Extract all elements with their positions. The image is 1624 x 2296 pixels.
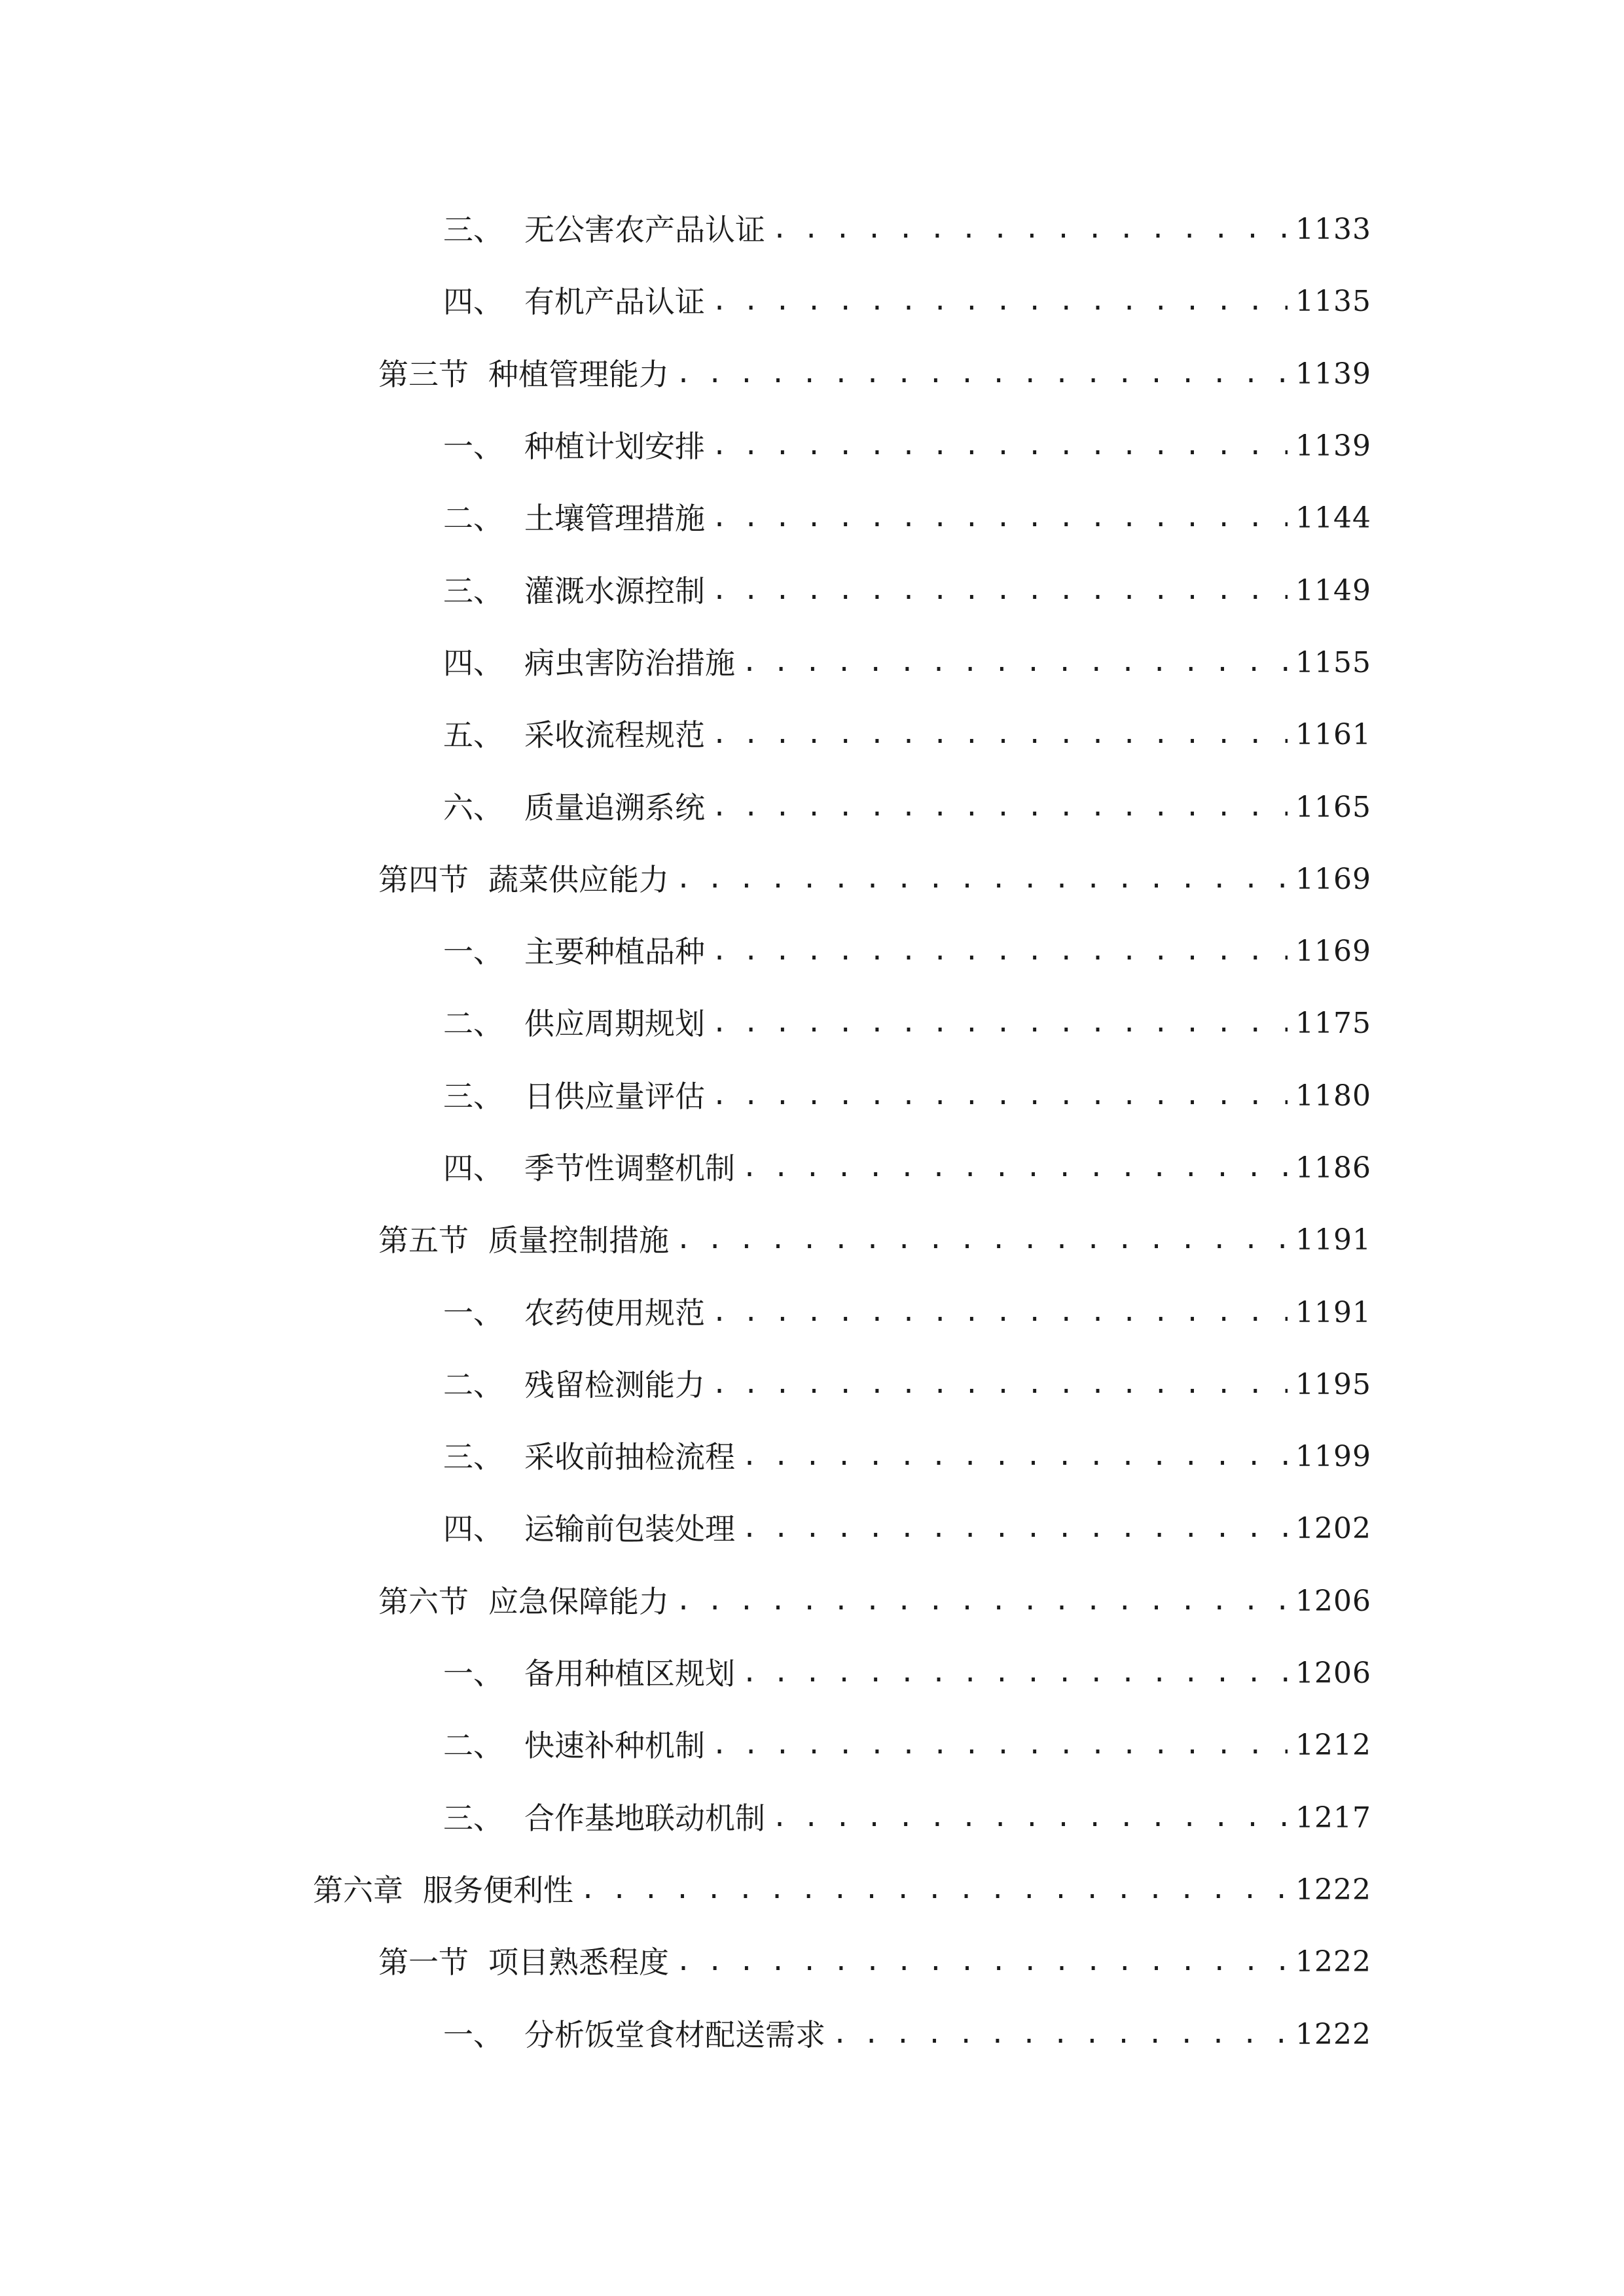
toc-entry-title: 运输前包装处理 xyxy=(524,1511,735,1547)
toc-entry[interactable] xyxy=(0,1349,1624,1421)
toc-entry-title: 种植管理能力 xyxy=(488,356,669,392)
toc-entry[interactable] xyxy=(0,194,1624,266)
toc-entry-number: 第四节 xyxy=(378,861,469,897)
toc-entry-number: 第六节 xyxy=(378,1583,469,1619)
toc-entry-page: 1222 xyxy=(1295,1873,1371,1907)
toc-entry-page: 1144 xyxy=(1295,501,1371,535)
toc-entry[interactable] xyxy=(0,1204,1624,1276)
dot-leader xyxy=(676,1225,1288,1255)
toc-entry[interactable] xyxy=(0,1710,1624,1782)
dot-leader xyxy=(742,1514,1288,1544)
dot-leader xyxy=(742,648,1288,678)
toc-entry-page: 1169 xyxy=(1295,862,1371,896)
toc-entry-title: 备用种植区规划 xyxy=(524,1656,735,1692)
toc-entry-page: 1133 xyxy=(1295,213,1371,247)
dot-leader xyxy=(712,1731,1288,1761)
toc-entry-page: 1161 xyxy=(1295,718,1371,752)
toc-entry-title: 日供应量评估 xyxy=(524,1078,705,1114)
toc-entry-page: 1186 xyxy=(1295,1151,1371,1185)
toc-entry[interactable] xyxy=(0,410,1624,482)
toc-entry-title: 病虫害防治措施 xyxy=(524,645,735,681)
toc-entry[interactable] xyxy=(0,1060,1624,1132)
toc-entry-number: 第六章 xyxy=(313,1872,403,1908)
toc-entry-title: 灌溉水源控制 xyxy=(524,573,705,609)
toc-entry-title: 无公害农产品认证 xyxy=(524,212,765,248)
toc-entry[interactable] xyxy=(0,338,1624,410)
toc-entry-number: 二、 xyxy=(443,1728,503,1764)
toc-entry[interactable] xyxy=(0,627,1624,699)
dot-leader xyxy=(772,1803,1288,1833)
toc-entry[interactable] xyxy=(0,1854,1624,1926)
toc-entry[interactable] xyxy=(0,1782,1624,1854)
toc-entry-page: 1191 xyxy=(1295,1295,1371,1329)
toc-entry-number: 第一节 xyxy=(378,1945,469,1981)
toc-entry-page: 1165 xyxy=(1295,790,1371,824)
toc-entry-number: 四、 xyxy=(443,645,503,681)
toc-entry[interactable] xyxy=(0,844,1624,916)
toc-entry-page: 1169 xyxy=(1295,935,1371,969)
dot-leader xyxy=(712,1081,1288,1111)
toc-entry-title: 有机产品认证 xyxy=(524,284,705,320)
toc-entry-number: 三、 xyxy=(443,1800,503,1836)
dot-leader xyxy=(742,1153,1288,1183)
dot-leader xyxy=(712,1370,1288,1400)
toc-entry[interactable] xyxy=(0,1638,1624,1710)
toc-entry-number: 三、 xyxy=(443,1078,503,1114)
toc-entry-title: 快速补种机制 xyxy=(524,1728,705,1764)
toc-entry-number: 一、 xyxy=(443,429,503,465)
toc-entry-number: 二、 xyxy=(443,1367,503,1403)
toc-entry-page: 1180 xyxy=(1295,1079,1371,1113)
dot-leader xyxy=(742,1442,1288,1472)
toc-entry-page: 1149 xyxy=(1295,573,1371,607)
toc-entry[interactable] xyxy=(0,699,1624,771)
toc-entry-title: 采收流程规范 xyxy=(524,717,705,753)
dot-leader xyxy=(712,431,1288,461)
toc-entry-title: 应急保障能力 xyxy=(488,1583,669,1619)
dot-leader xyxy=(580,1875,1288,1905)
toc-entry-page: 1139 xyxy=(1295,429,1371,463)
toc-entry-number: 三、 xyxy=(443,212,503,248)
toc-entry-page: 1155 xyxy=(1295,645,1371,679)
toc-entry[interactable] xyxy=(0,482,1624,554)
toc-entry-title: 土壤管理措施 xyxy=(524,501,705,537)
toc-entry-title: 质量追溯系统 xyxy=(524,789,705,825)
toc-entry-number: 一、 xyxy=(443,1295,503,1331)
toc-entry-page: 1199 xyxy=(1295,1440,1371,1474)
toc-entry-title: 残留检测能力 xyxy=(524,1367,705,1403)
toc-entry-number: 四、 xyxy=(443,284,503,320)
toc-entry-title: 季节性调整机制 xyxy=(524,1151,735,1186)
toc-entry-number: 三、 xyxy=(443,1439,503,1475)
toc-entry[interactable] xyxy=(0,1132,1624,1204)
dot-leader xyxy=(712,1298,1288,1328)
toc-entry-number: 四、 xyxy=(443,1511,503,1547)
toc-entry-page: 1222 xyxy=(1295,2017,1371,2051)
toc-entry[interactable] xyxy=(0,988,1624,1060)
toc-entry-page: 1222 xyxy=(1295,1945,1371,1979)
toc-entry-title: 服务便利性 xyxy=(423,1872,573,1908)
dot-leader xyxy=(832,2020,1288,2050)
table-of-contents xyxy=(0,194,1624,2071)
toc-entry[interactable] xyxy=(0,1493,1624,1565)
toc-entry-page: 1135 xyxy=(1295,285,1371,319)
dot-leader xyxy=(712,576,1288,606)
toc-entry-number: 一、 xyxy=(443,934,503,970)
toc-entry[interactable] xyxy=(0,1998,1624,2070)
toc-entry-page: 1195 xyxy=(1295,1367,1371,1401)
toc-entry-title: 质量控制措施 xyxy=(488,1223,669,1259)
toc-entry[interactable] xyxy=(0,916,1624,988)
toc-entry-title: 蔬菜供应能力 xyxy=(488,861,669,897)
toc-entry-page: 1139 xyxy=(1295,357,1371,391)
toc-entry-number: 二、 xyxy=(443,501,503,537)
dot-leader xyxy=(712,503,1288,533)
dot-leader xyxy=(712,793,1288,823)
dot-leader xyxy=(676,359,1288,389)
toc-entry-title: 分析饭堂食材配送需求 xyxy=(524,2017,825,2053)
toc-entry[interactable] xyxy=(0,266,1624,338)
dot-leader xyxy=(712,1009,1288,1039)
dot-leader xyxy=(676,865,1288,895)
dot-leader xyxy=(712,937,1288,967)
toc-entry-page: 1202 xyxy=(1295,1512,1371,1546)
toc-entry[interactable] xyxy=(0,1926,1624,1998)
toc-entry[interactable] xyxy=(0,1421,1624,1493)
toc-entry-number: 一、 xyxy=(443,2017,503,2053)
toc-entry-number: 三、 xyxy=(443,573,503,609)
dot-leader xyxy=(712,720,1288,750)
toc-entry-title: 合作基地联动机制 xyxy=(524,1800,765,1836)
dot-leader xyxy=(676,1947,1288,1977)
toc-entry[interactable] xyxy=(0,1566,1624,1638)
dot-leader xyxy=(712,287,1288,317)
toc-entry-number: 五、 xyxy=(443,717,503,753)
toc-entry-number: 一、 xyxy=(443,1656,503,1692)
toc-entry-page: 1206 xyxy=(1295,1657,1371,1691)
dot-leader xyxy=(742,1659,1288,1689)
toc-entry-title: 农药使用规范 xyxy=(524,1295,705,1331)
toc-entry-number: 第三节 xyxy=(378,356,469,392)
toc-entry-title: 项目熟悉程度 xyxy=(488,1945,669,1981)
dot-leader xyxy=(772,215,1288,245)
toc-entry-title: 采收前抽检流程 xyxy=(524,1439,735,1475)
toc-entry-number: 六、 xyxy=(443,789,503,825)
toc-entry-page: 1191 xyxy=(1295,1223,1371,1257)
toc-entry-page: 1217 xyxy=(1295,1801,1371,1835)
toc-entry[interactable] xyxy=(0,771,1624,843)
toc-entry[interactable] xyxy=(0,1276,1624,1348)
toc-entry-number: 二、 xyxy=(443,1006,503,1042)
toc-entry-number: 第五节 xyxy=(378,1223,469,1259)
toc-entry-title: 主要种植品种 xyxy=(524,934,705,970)
toc-entry-title: 供应周期规划 xyxy=(524,1006,705,1042)
toc-entry[interactable] xyxy=(0,554,1624,626)
dot-leader xyxy=(676,1587,1288,1617)
toc-entry-page: 1175 xyxy=(1295,1007,1371,1041)
toc-entry-title: 种植计划安排 xyxy=(524,429,705,465)
toc-entry-page: 1206 xyxy=(1295,1584,1371,1618)
toc-entry-page: 1212 xyxy=(1295,1729,1371,1763)
toc-entry-number: 四、 xyxy=(443,1151,503,1186)
